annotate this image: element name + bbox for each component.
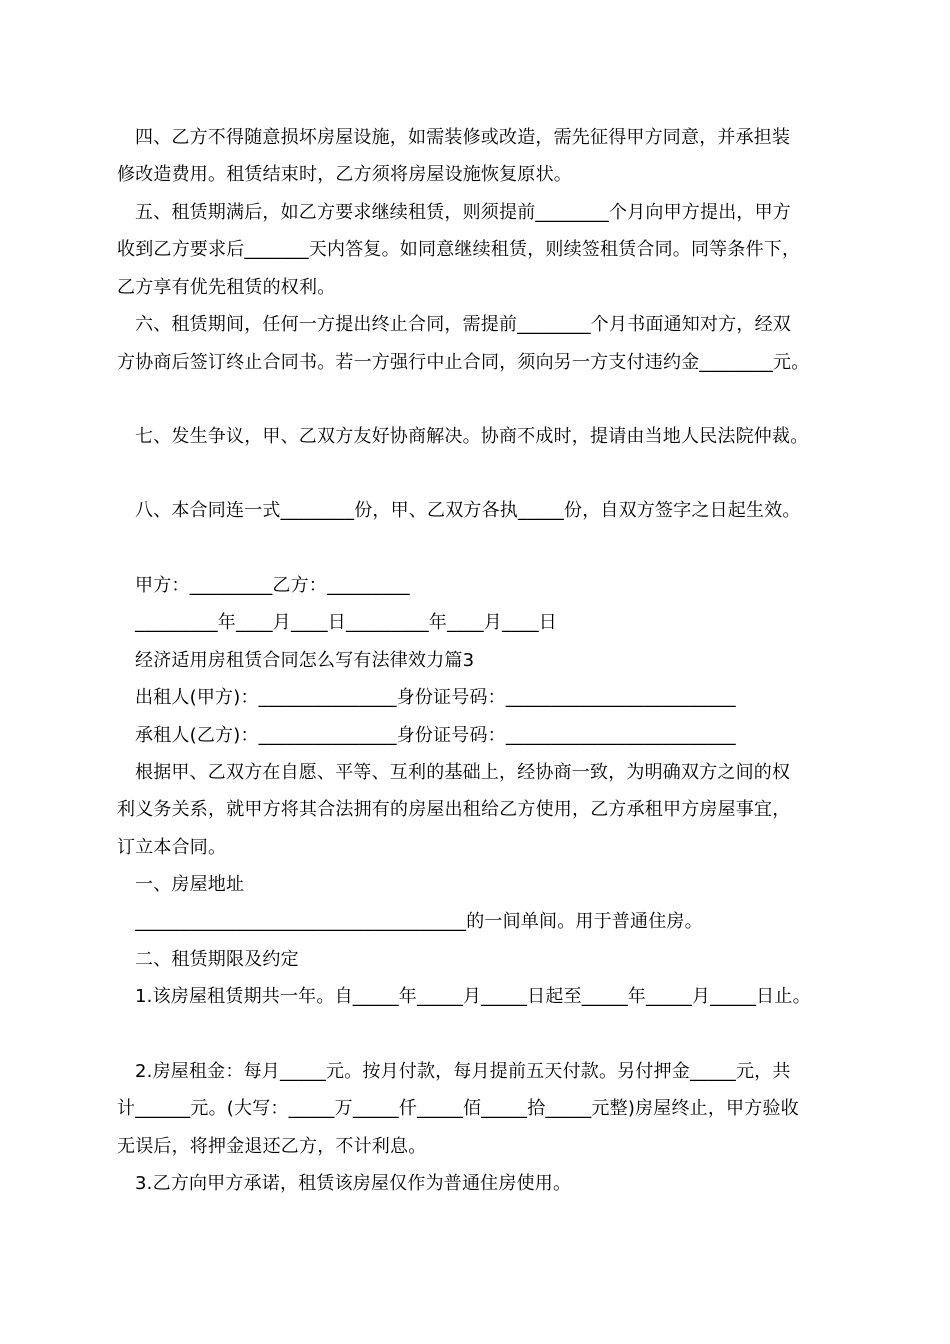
clause-6-line-2: 方协商后签订终止合同书。若一方强行中止合同，须向另一方支付违约金________元。	[117, 352, 810, 373]
clause-6-line-1: 六、租赁期间，任何一方提出终止合同，需提前________个月书面通知对方，经双	[135, 314, 791, 335]
clause-4-line-2: 修改造费用。租赁结束时，乙方须将房屋设施恢复原状。	[117, 164, 572, 185]
clause-7: 七、发生争议，甲、乙双方友好协商解决。协商不成时，提请由当地人民法院仲裁。	[135, 426, 809, 447]
signature-dates: _________年____月____日_________年____月____日	[135, 612, 557, 633]
term-item-2-line-2: 计______元。(大写：_____万_____仟_____佰_____拾_____元整)房屋终止，甲方验收	[117, 1098, 799, 1119]
preamble-line-3: 订立本合同。	[117, 837, 227, 858]
preamble-line-2: 利义务关系，就甲方将其合法拥有的房屋出租给乙方使用，乙方承租甲方房屋事宜，	[117, 799, 791, 820]
term-item-1: 1.该房屋租赁期共一年。自_____年_____月_____日起至_____年_____月_____日止。	[135, 986, 811, 1007]
preamble-line-1: 根据甲、乙双方在自愿、平等、互利的基础上，经协商一致，为明确双方之间的权	[135, 762, 791, 783]
lessee-line: 承租人(乙方)：_______________身份证号码：_________________________	[135, 725, 736, 746]
heading-address: 一、房屋地址	[135, 874, 245, 895]
signature-parties: 甲方：_________乙方：_________	[135, 575, 410, 596]
clause-8: 八、本合同连一式________份，甲、乙双方各执_____份，自双方签字之日起生效。	[135, 500, 801, 521]
clause-5-line-2: 收到乙方要求后_______天内答复。如同意继续租赁，则续签租赁合同。同等条件下，	[117, 239, 801, 260]
heading-term: 二、租赁期限及约定	[135, 949, 299, 970]
clause-5-line-3: 乙方享有优先租赁的权利。	[117, 277, 336, 298]
lessor-line: 出租人(甲方)：_______________身份证号码：_________________________	[135, 687, 736, 708]
clause-5-line-1: 五、租赁期满后，如乙方要求继续租赁，则须提前________个月向甲方提出，甲方	[135, 202, 791, 223]
term-item-3: 3.乙方向甲方承诺，租赁该房屋仅作为普通住房使用。	[135, 1173, 572, 1194]
clause-4-line-1: 四、乙方不得随意损坏房屋设施，如需装修或改造，需先征得甲方同意，并承担装	[135, 127, 791, 148]
address-line: ____________________________________的一间单间。用于普通住房。	[135, 911, 703, 932]
term-item-2-line-3: 无误后，将押金退还乙方，不计利息。	[117, 1136, 427, 1157]
section-title: 经济适用房租赁合同怎么写有法律效力篇3	[135, 650, 475, 671]
term-item-2-line-1: 2.房屋租金：每月_____元。按月付款，每月提前五天付款。另付押金_____元，共	[135, 1061, 791, 1082]
